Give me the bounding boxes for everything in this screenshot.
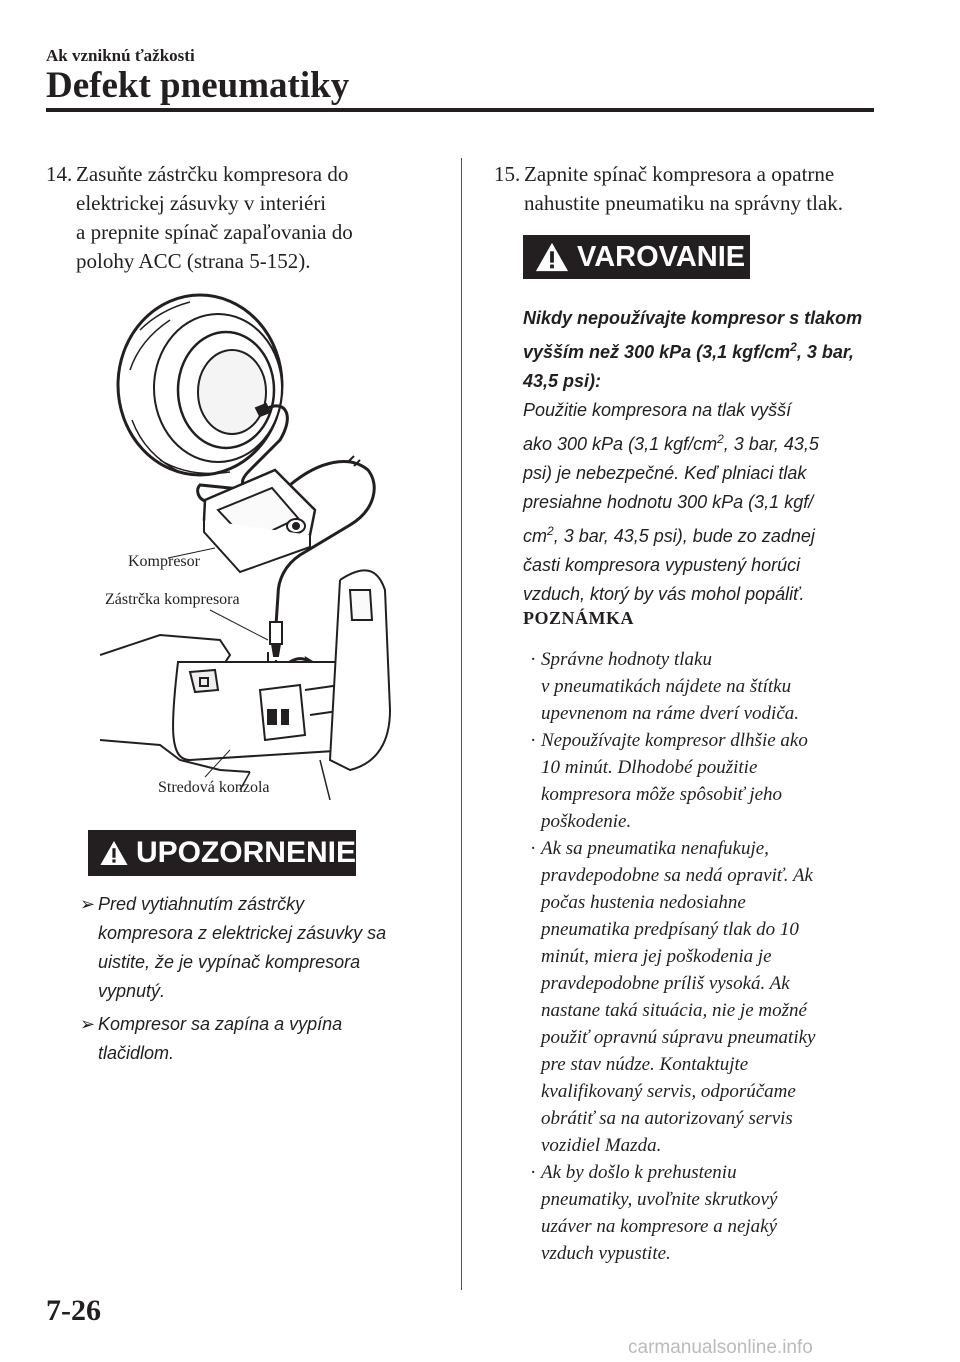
note-list: [530, 646, 901, 1267]
warning-line: 43,5 psi):: [523, 371, 602, 391]
caution-line: vypnutý.: [98, 981, 166, 1001]
note-line: pravdepodobne sa nedá opraviť. Ak: [541, 865, 813, 886]
note-line: nastane taká situácia, nie je možné: [541, 1000, 807, 1021]
caution-line: tlačidlom.: [98, 1043, 175, 1063]
section-heading: Ak vzniknú ťažkosti: [46, 46, 195, 65]
note-line: v pneumatikách nájdete na štítku: [541, 676, 792, 697]
warning-triangle-icon: [98, 835, 130, 871]
superscript: 2: [790, 340, 797, 354]
note-line: pre stav núdze. Kontaktujte: [541, 1054, 749, 1075]
warning-title: VAROVANIE: [577, 240, 746, 273]
note-line: počas hustenia nedosiahne: [541, 892, 746, 913]
note-line: kvalifikovaný servis, odporúčame: [541, 1081, 796, 1102]
step-line: nahustite pneumatiku na správny tlak.: [524, 191, 844, 215]
note-item: [530, 1159, 901, 1267]
warning-line: [523, 425, 883, 459]
warning-body: [523, 396, 883, 609]
warning-fragment: cm: [523, 526, 547, 546]
note-line: Nepoužívajte kompresor dlhšie ako: [541, 730, 808, 751]
label-compressor-plug: Zástrčka kompresora: [105, 591, 240, 608]
note-line: Správne hodnoty tlaku: [541, 649, 712, 670]
caution-list: [80, 890, 440, 1068]
bullet-icon: ·: [530, 838, 537, 859]
step-line: Zapnite spínač kompresora a opatrne: [524, 162, 835, 186]
label-compressor: Kompresor: [128, 553, 200, 570]
note-line: uzáver na kompresore a nejaký: [541, 1216, 778, 1237]
bullet-icon: ·: [530, 649, 537, 670]
warning-line: vzduch, ktorý by vás mohol popáliť.: [523, 584, 805, 604]
note-title: POZNÁMKA: [523, 608, 634, 628]
warning-line: Nikdy nepoužívajte kompresor s tlakom: [523, 308, 863, 328]
caution-line: Pred vytiahnutím zástrčky: [98, 894, 305, 914]
caution-line: kompresora z elektrickej zásuvky sa: [98, 923, 387, 943]
superscript: 2: [547, 524, 554, 538]
step-number: 14.: [46, 162, 73, 186]
warning-line: časti kompresora vypustený horúci: [523, 555, 801, 575]
note-line: pravdepodobne príliš vysoká. Ak: [541, 973, 790, 994]
arrow-icon: ➢: [80, 894, 96, 914]
warning-fragment: , 3 bar, 43,5: [723, 434, 819, 454]
note-item: [530, 727, 901, 835]
warning-line: [523, 333, 883, 367]
caution-line: Kompresor sa zapína a vypína: [98, 1014, 343, 1034]
warning-header: [523, 235, 750, 279]
note-line: pneumatika predpísaný tlak do 10: [541, 919, 799, 940]
watermark: carmanualsonline.info: [628, 1337, 813, 1358]
warning-line: presiahne hodnotu 300 kPa (3,1 kgf/: [523, 492, 814, 512]
caution-item: [80, 890, 440, 1006]
page-number: 7-26: [46, 1294, 101, 1327]
note-line: použiť opravnú súpravu pneumatiky: [541, 1027, 816, 1048]
bullet-icon: ·: [530, 1162, 537, 1183]
warning-line: Použitie kompresora na tlak vyšší: [523, 400, 792, 420]
note-item: [530, 835, 901, 1159]
caution-line: uistite, že je vypínač kompresora: [98, 952, 361, 972]
note-line: Ak by došlo k prehusteniu: [541, 1162, 737, 1183]
note-line: 10 minút. Dlhodobé použitie: [541, 757, 758, 778]
warning-fragment: , 3 bar,: [796, 342, 854, 362]
arrow-icon: ➢: [80, 1014, 96, 1034]
superscript: 2: [717, 432, 724, 446]
step-line: polohy ACC (strana 5-152).: [76, 249, 311, 273]
bullet-icon: ·: [530, 730, 537, 751]
compressor-illustration: [100, 290, 410, 810]
step-number: 15.: [494, 162, 521, 186]
step-line: Zasuňte zástrčku kompresora do: [76, 162, 349, 186]
tire-drawing: [118, 295, 282, 475]
note-line: Ak sa pneumatika nenafukuje,: [541, 838, 769, 859]
note-line: kompresora môže spôsobiť jeho: [541, 784, 783, 805]
note-line: vozidiel Mazda.: [541, 1135, 662, 1156]
caution-item: [80, 1010, 440, 1068]
warning-line: psi) je nebezpečné. Keď plniaci tlak: [523, 463, 807, 483]
warning-text: [523, 304, 883, 609]
note-line: pneumatiky, uvoľnite skrutkový: [541, 1189, 778, 1210]
warning-line: [523, 517, 883, 551]
step-15: [494, 160, 894, 220]
label-center-console: Stredová konzola: [158, 779, 270, 796]
page-title: Defekt pneumatiky: [46, 65, 350, 106]
title-rule: [46, 108, 874, 112]
warning-bold: [523, 304, 883, 396]
caution-title: UPOZORNENIE: [135, 836, 356, 869]
warning-fragment: ako 300 kPa (3,1 kgf/cm: [523, 434, 718, 454]
note-line: obrátiť sa na autorizovaný servis: [541, 1108, 793, 1129]
note-item: [530, 646, 901, 727]
step-line: a prepnite spínač zapaľovania do: [76, 220, 353, 244]
note-line: poškodenie.: [541, 811, 632, 832]
step-line: elektrickej zásuvky v interiéri: [76, 191, 327, 215]
warning-triangle-icon: [533, 240, 571, 274]
note-line: minút, miera jej poškodenia je: [541, 946, 772, 967]
warning-fragment: vyšším než 300 kPa (3,1 kgf/cm: [523, 342, 791, 362]
column-divider: [461, 158, 462, 1290]
warning-fragment: , 3 bar, 43,5 psi), bude zo zadnej: [553, 526, 815, 546]
step-text: [76, 160, 353, 276]
caution-header: [88, 830, 356, 876]
note-line: upevnenom na ráme dverí vodiča.: [541, 703, 800, 724]
step-text: [524, 160, 843, 218]
note-line: vzduch vypustite.: [541, 1243, 671, 1264]
step-14: [46, 160, 446, 280]
